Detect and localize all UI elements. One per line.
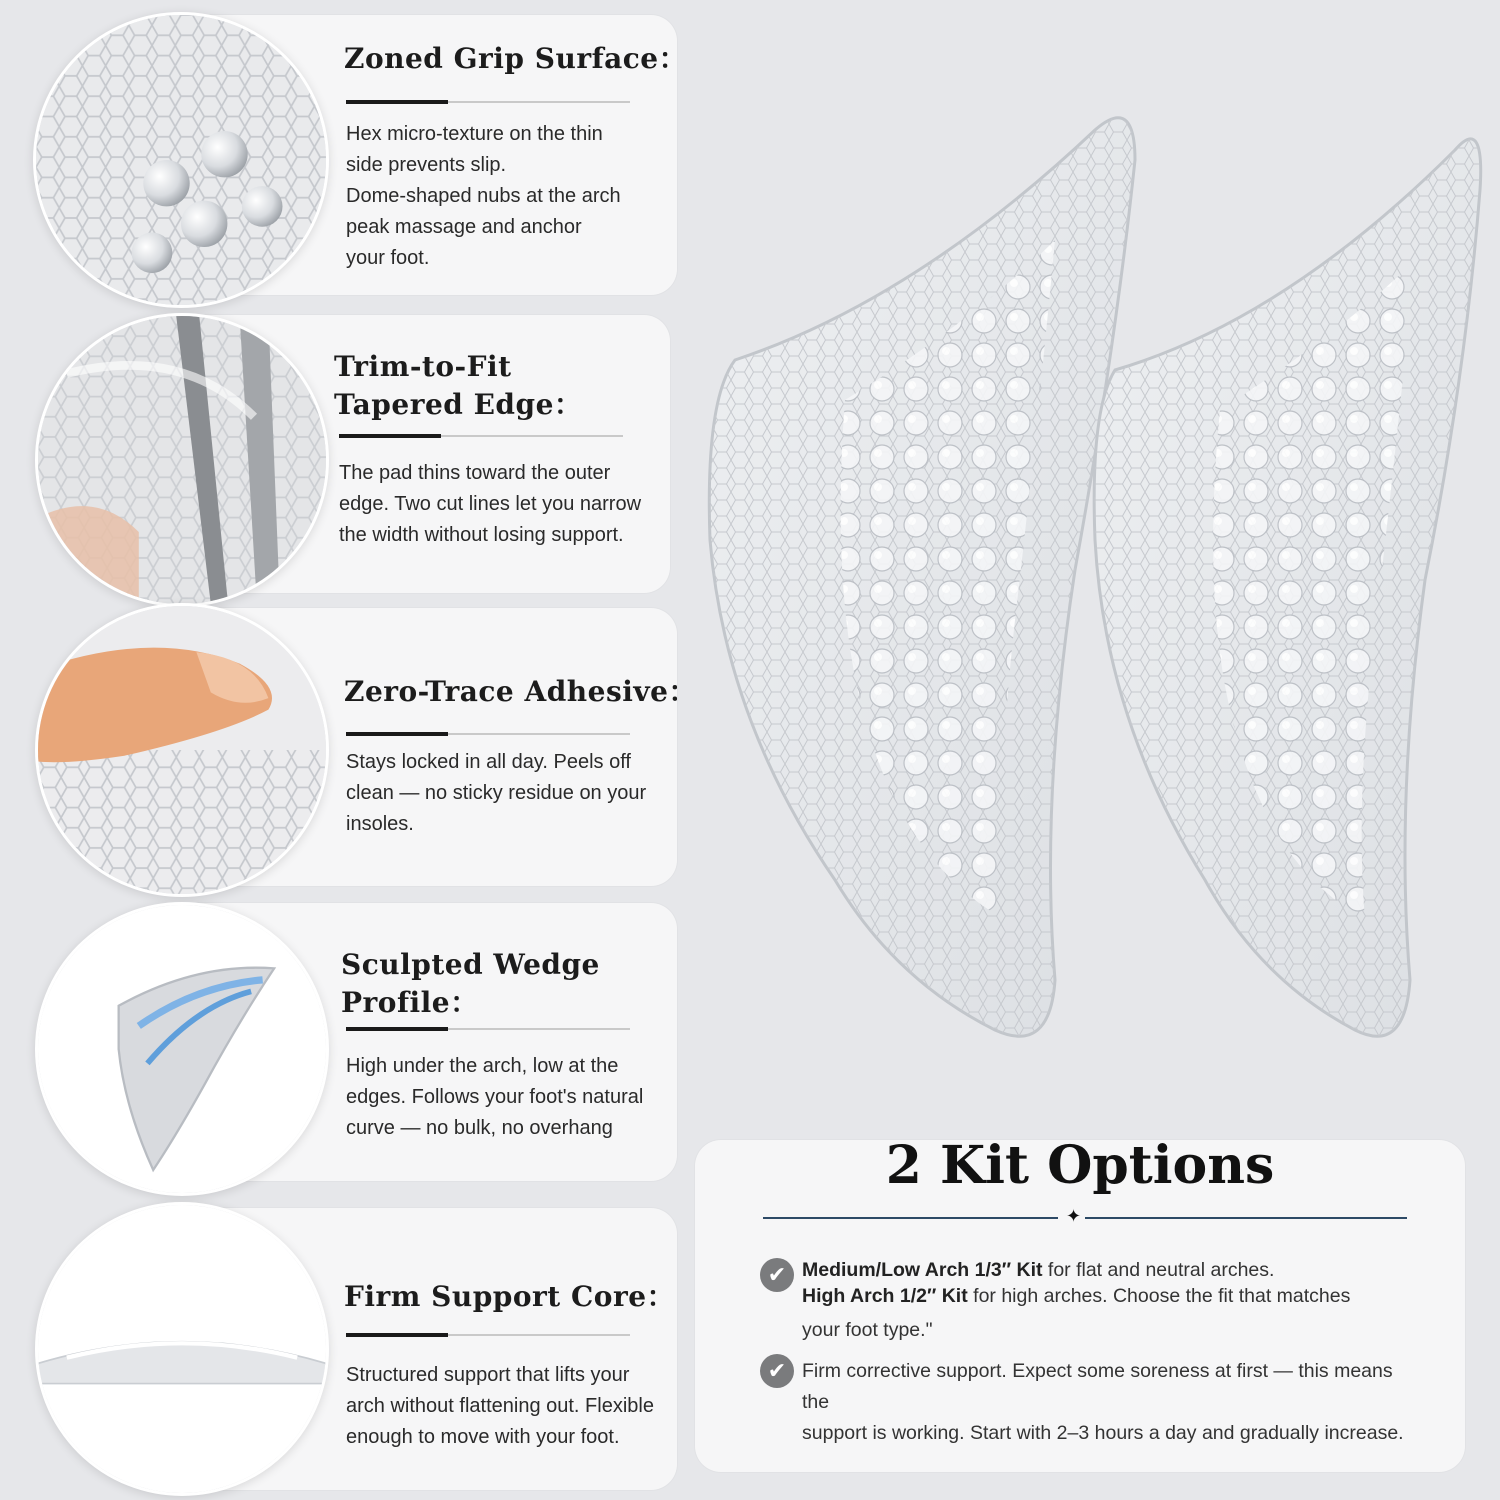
kit-name-high: High Arch 1/2″ Kit bbox=[802, 1285, 968, 1307]
check-circle-icon: ✔ bbox=[760, 1258, 794, 1292]
feature-desc-core bbox=[346, 1360, 671, 1453]
feature-desc-wedge bbox=[346, 1051, 671, 1144]
desc-line: arch without flattening out. Flexible bbox=[346, 1395, 654, 1417]
desc-line: edge. Two cut lines let you narrow bbox=[339, 493, 642, 515]
desc-line: Dome-shaped nubs at the arch bbox=[346, 185, 621, 207]
title-line: Trim-to-Fit bbox=[334, 350, 512, 383]
feature-desc-grip bbox=[346, 119, 666, 274]
desc-line: clean — no sticky residue on your bbox=[346, 782, 647, 804]
kit-divider-right bbox=[1085, 1217, 1407, 1219]
support-core-image bbox=[35, 1202, 329, 1496]
kit-option-line bbox=[802, 1283, 1422, 1309]
arch-pads-product-image bbox=[695, 100, 1495, 1080]
feature-title-wedge bbox=[341, 946, 600, 1022]
feature-divider-core bbox=[346, 1334, 630, 1336]
title-line: Sculpted Wedge bbox=[341, 948, 600, 981]
desc-line: edges. Follows your foot's natural bbox=[346, 1086, 644, 1108]
kit-desc: for flat and neutral arches. bbox=[1042, 1259, 1275, 1281]
kit-option-text-2 bbox=[802, 1356, 1422, 1449]
kit-option-line bbox=[802, 1257, 1422, 1283]
kit-option-line: your foot type." bbox=[802, 1319, 933, 1341]
kit-desc: for high arches. Choose the fit that matches bbox=[967, 1285, 1351, 1307]
feature-title-adhesive: Zero-Trace Adhesive： bbox=[344, 675, 697, 708]
title-line: Profile： bbox=[341, 986, 479, 1019]
kit-options-title: 2 Kit Options bbox=[885, 1135, 1275, 1196]
desc-line: Structured support that lifts your bbox=[346, 1364, 630, 1386]
kit-name-low: Medium/Low Arch 1/3″ Kit bbox=[802, 1259, 1043, 1281]
feature-title-grip: Zoned Grip Surface： bbox=[344, 42, 688, 75]
check-circle-icon: ✔ bbox=[760, 1354, 794, 1388]
desc-line: insoles. bbox=[346, 813, 414, 835]
feature-divider-adhesive bbox=[346, 733, 630, 735]
feature-divider-trim bbox=[339, 435, 623, 437]
arch-pad-left bbox=[709, 118, 1135, 1037]
desc-line: High under the arch, low at the bbox=[346, 1055, 619, 1077]
desc-line: Hex micro-texture on the thin bbox=[346, 123, 603, 145]
kit-divider-left bbox=[763, 1217, 1058, 1219]
grip-texture-image bbox=[33, 12, 329, 308]
feature-desc-trim bbox=[339, 458, 669, 551]
feature-desc-adhesive bbox=[346, 747, 671, 840]
kit-option-text-1 bbox=[802, 1257, 1422, 1346]
kit-note-line: Firm corrective support. Expect some soreness at first — this means the bbox=[802, 1360, 1393, 1413]
desc-line: enough to move with your foot. bbox=[346, 1426, 620, 1448]
wedge-profile-image bbox=[35, 902, 329, 1196]
feature-divider-grip bbox=[346, 101, 630, 103]
adhesive-finger-image bbox=[35, 603, 329, 897]
title-line: Tapered Edge： bbox=[334, 388, 583, 421]
desc-line: peak massage and anchor bbox=[346, 216, 582, 238]
desc-line: Stays locked in all day. Peels off bbox=[346, 751, 631, 773]
feature-divider-wedge bbox=[346, 1028, 630, 1030]
desc-line: the width without losing support. bbox=[339, 524, 624, 546]
desc-line: your foot. bbox=[346, 247, 430, 269]
sparkle-icon: ✦ bbox=[1066, 1206, 1082, 1226]
desc-line: curve — no bulk, no overhang bbox=[346, 1117, 613, 1139]
arch-pad-right bbox=[1094, 139, 1481, 1036]
feature-title-core: Firm Support Core： bbox=[344, 1280, 676, 1313]
desc-line: side prevents slip. bbox=[346, 154, 507, 176]
desc-line: The pad thins toward the outer bbox=[339, 462, 611, 484]
trim-scissors-image bbox=[35, 313, 329, 607]
feature-title-trim bbox=[334, 348, 582, 424]
kit-note-line: support is working. Start with 2–3 hours a day and gradually increase. bbox=[802, 1422, 1404, 1444]
